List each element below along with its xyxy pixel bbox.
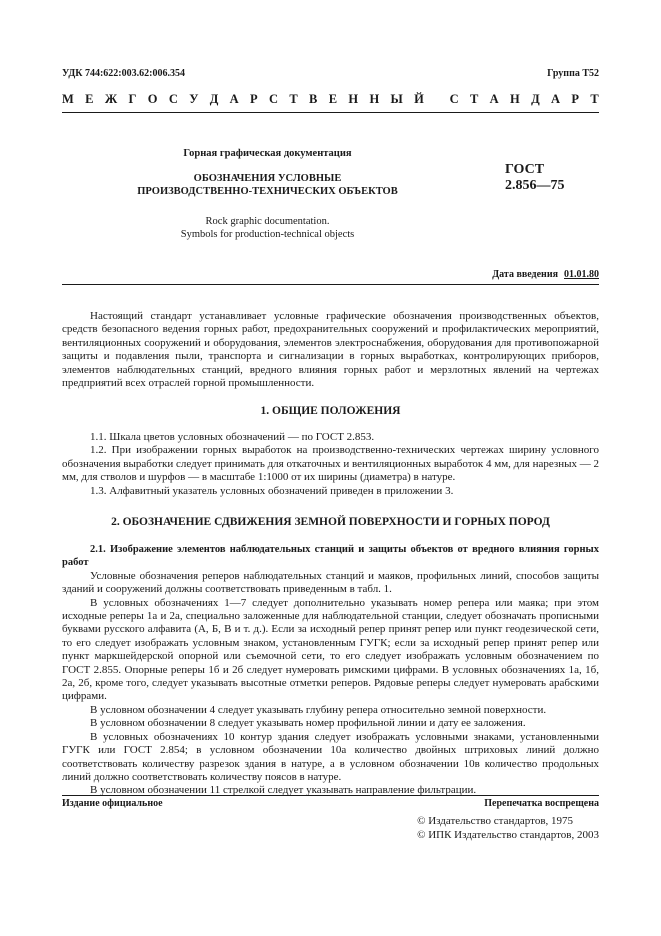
section1-paragraph-3: 1.3. Алфавитный указатель условных обозначений приведен в приложении 3.: [90, 484, 454, 497]
intro-block: [62, 310, 599, 390]
section2-paragraph-6: В условном обозначении 11 стрелкой следует указывать направление фильтрации.: [90, 784, 477, 797]
intro-date: [492, 269, 599, 280]
section2-body: [62, 543, 599, 798]
banner-letter: Р: [250, 92, 258, 106]
banner-gap: [435, 92, 438, 107]
banner-letter: Й: [414, 92, 424, 106]
banner-letter: Н: [510, 92, 520, 106]
gost-designation: [505, 162, 565, 194]
section2-paragraph-2: В условных обозначениях 1—7 следует дополнительно указывать номер репера или маяка; при этом исходные реперы 1а и 2а, специально заложенные для наблюдательной станции, следует обозначать прописными буквами русского алфавита (А, Б, В и т. д.). Если за исходный репер принят репер или пункт геодезической сети, то его следует изображать условным знаком, установленным ГУГК; если за исходный репер принят репер или пункт маркшейдерской опорной или съемочной сети, то его следует изображать условным обозначением по ГОСТ 2.855. Опорные реперы 1б и 2б следует нумеровать римскими цифрами. В условных обозначениях 1а, 1б, 2а, 2б, кроме того, следует указывать высотные отметки реперов. Рядовые реперы следует нумеровать арабскими цифрами.: [62, 596, 599, 703]
series-title: Горная графическая документация: [183, 148, 352, 159]
banner-letter: С: [269, 92, 279, 106]
banner-letter: Н: [369, 92, 380, 106]
banner-letter: Г: [128, 92, 137, 106]
section1-paragraph-2: 1.2. При изображении горных выработок на производственно-технических чертежах ширину условного обозначения выработки следует принимать для откаточных и вентиляционных выработок 4 мм, для нарезных — 2 мм, для стволов и шурфов — в масштабе 1:1000 от их ширины (диаметра) в натуре.: [62, 444, 599, 484]
banner-letter: Е: [328, 92, 338, 106]
banner-letter: Д: [531, 92, 540, 106]
gost-label: ГОСТ: [505, 162, 545, 177]
section2-paragraph-5: В условных обозначениях 10 контур здания следует изображать условными знаками, установленными ГУГК или ГОСТ 2.854; в условном обозначении 10а количество двойных штриховых линий должно соответствовать количеству разрезок здания в натуре, а в условном обозначении 10в количество продольных линий должно соответствовать количеству поясов в натуре.: [62, 730, 599, 783]
header-rule: [62, 112, 599, 113]
standard-title: [60, 172, 475, 198]
section2-heading: 2. ОБОЗНАЧЕНИЕ СДВИЖЕНИЯ ЗЕМНОЙ ПОВЕРХНОСТИ И ГОРНЫХ ПОРОД: [111, 516, 550, 528]
copyright-block: [417, 815, 599, 842]
banner-letter: Т: [590, 92, 599, 106]
banner-letter: Е: [85, 92, 94, 106]
banner-letter: А: [489, 92, 499, 106]
banner-letter: О: [147, 92, 158, 106]
banner-letter: С: [168, 92, 178, 106]
udk-code: УДК 744:622:003.62:006.354: [62, 68, 185, 79]
banner-letter: В: [309, 92, 318, 106]
section2-paragraph-3: В условном обозначении 4 следует указывать глубину репера относительно земной поверхности.: [90, 703, 547, 716]
date-rule: [62, 284, 599, 285]
intro-date-value: 01.01.80: [564, 269, 599, 280]
section1-paragraph-1: 1.1. Шкала цветов условных обозначений — по ГОСТ 2.853.: [90, 431, 375, 443]
copyright-line-2: © ИПК Издательство стандартов, 2003: [417, 828, 599, 841]
group-code: Группа Т52: [547, 68, 599, 79]
copyright-line-1: © Издательство стандартов, 1975: [417, 815, 574, 827]
english-title: [60, 215, 475, 241]
title-line-2: ПРОИЗВОДСТВЕННО-ТЕХНИЧЕСКИХ ОБЪЕКТОВ: [137, 186, 398, 197]
intro-date-label: Дата введения: [492, 269, 558, 280]
reprint-notice: Перепечатка воспрещена: [484, 798, 599, 809]
banner-letter: М: [62, 92, 74, 106]
banner-letter: Д: [209, 92, 219, 106]
section1-heading: 1. ОБЩИЕ ПОЛОЖЕНИЯ: [260, 405, 401, 417]
banner-letter: У: [189, 92, 199, 106]
banner-letter: С: [449, 92, 459, 106]
banner-letter: А: [551, 92, 561, 106]
official-edition: Издание официальное: [62, 798, 163, 809]
title-line-1: ОБОЗНАЧЕНИЯ УСЛОВНЫЕ: [193, 173, 342, 184]
footer-rule: [62, 795, 599, 796]
banner-letter: А: [229, 92, 239, 106]
banner-letter: Р: [571, 92, 580, 106]
banner-letter: Т: [289, 92, 298, 106]
standard-banner: [62, 92, 599, 107]
section2-paragraph-4: В условном обозначении 8 следует указывать номер профильной линии и дату ее заложения.: [90, 717, 526, 730]
english-title-line-1: Rock graphic documentation.: [205, 216, 330, 227]
banner-letter: Т: [469, 92, 479, 106]
section2-paragraph-1: Условные обозначения реперов наблюдательных станций и маяков, профильных линий, способов защиты зданий и сооружений должны соответствовать приведенным в табл. 1.: [62, 569, 599, 596]
banner-letter: Н: [348, 92, 359, 106]
intro-paragraph: Настоящий стандарт устанавливает условные графические обозначения производственных объектов, средств безопасного ведения горных работ, предохранительных сооружений и профилактических мероприятий, вентиляционных сооружений и оборудования, элементов электроснабжения, оборудования для противопожарной защиты и подавления пыли, транспорта и сигнализации в горных выработках, контролирующих приборов, элементов наблюдательных станций, вредного влияния горных работ и мерзлотных явлений на чертежах предприятий всех отраслей горной промышленности.: [62, 310, 599, 390]
english-title-line-2: Symbols for production-technical objects: [180, 229, 355, 240]
section2-subheading: 2.1. Изображение элементов наблюдательных станций и защиты объектов от вредного влияния горных работ: [62, 544, 599, 569]
gost-number: 2.856—75: [505, 178, 565, 193]
banner-letter: Ы: [390, 92, 403, 106]
banner-letter: Ж: [104, 92, 118, 106]
section1-body: [62, 431, 599, 498]
